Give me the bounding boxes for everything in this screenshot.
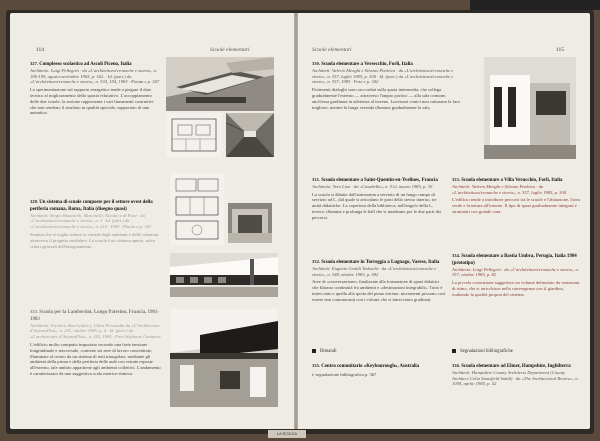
entry-meta: Architetti: Eugenio Gentili Tedeschi · da «L'architettura/cronache e storia», n. 348, ottobre 1983, p. 582 xyxy=(312,265,437,277)
entry-body: La piccola costruzione suggerisce un volume delimitato da variazioni di ritmo, che si arricchisce nella convergenza con il giardino, esaltando la qualità propria del sistema. xyxy=(452,280,580,297)
entry-number: 327. xyxy=(30,61,39,66)
section-label: Segnalazioni bibliografiche xyxy=(460,349,513,355)
entry-body: ▹ segnalazione bibliografica p. 367 xyxy=(312,371,377,377)
entry-number: 335. xyxy=(312,363,321,368)
section-bullet-icon xyxy=(452,349,456,353)
entry-title: Scuola elementare ad Elmer, Hampshire, Inghilterra xyxy=(461,364,571,369)
entry-number: 328. xyxy=(30,199,39,204)
entry-title: Scuola elementare in Torreggia a Lugnago, Varese, Italia xyxy=(321,260,440,265)
photo-school-interior xyxy=(170,309,278,407)
entry-number: 330. xyxy=(312,61,321,66)
entry-336 xyxy=(452,363,582,387)
entry-title: Centro comunitario «Keybourough», Australia xyxy=(321,364,420,369)
entry-meta: Architetti: Hampshire County Architects Department (County Architect Colin Stansfield Smith) · da «The Architectural Review», n. 1058, aprile 1985, p. 42 xyxy=(452,369,579,387)
entry-body: L'edificio tende a introdurre percorsi tra le scuole e l'abitazione, l'area verde e la natura all'intorno. Il tipo di spazi gradualmente integrati e strutturati con grande cura. xyxy=(452,197,581,214)
entry-number: 333. xyxy=(30,309,39,314)
right-page xyxy=(298,13,590,429)
entry-number: 334. xyxy=(452,253,461,258)
left-page-number: 114 xyxy=(36,47,45,53)
photo-interior-corridor xyxy=(226,113,274,157)
entry-327 xyxy=(30,61,160,116)
photo-school-facade xyxy=(170,253,278,297)
entry-meta: Architetti: Sergio Bussarelli, Marcinelli, Nicolai e di Pace · da «L'architettura/cronache e storia», n. 1 · Id. (part.) da «L'architettura/cronache e storia», n. 214 · 1985 · Pianta a p. 347 xyxy=(30,212,152,230)
entry-number: 333. xyxy=(452,177,461,182)
entry-333-left xyxy=(30,309,162,377)
section-label: Rimandi xyxy=(320,349,337,355)
entry-title: Scuola elementare a Saint-Quentin-en-Yvelines, Francia xyxy=(321,178,438,183)
entry-335 xyxy=(312,363,446,378)
entry-meta: Architetti: Valerio Meoghi e Silvano Paolessi · da «L'architettura/cronache e storia», n. 357, luglio 1985, p. 304 · Id. (part.) da «L'architettura/cronache e storia», n. 357, 1985 · Foto e p. 342 xyxy=(312,67,454,85)
entry-title: Scuola elementare a Versecchio, Forlì, Italia xyxy=(321,62,413,67)
entry-title: Un sistema di scuole composte per il settore ovest della periferia romana, Roma, Italia (disegno quasi) xyxy=(30,200,153,212)
entry-number: 332. xyxy=(312,259,321,264)
entry-body: Sembra che si voglia ridurre la varietà degli ambienti e delle relazioni attraverso il progetto modulare. La scuola è un sistema aperto, salvo criteri generali dell'insegnamento. xyxy=(30,231,159,249)
left-page xyxy=(10,13,294,429)
plan-drawing-1 xyxy=(166,113,222,157)
entry-332 xyxy=(312,259,446,303)
entry-330 xyxy=(312,61,462,110)
entry-meta: Architetti: Valerio Meoghi e Silvano Paolessi · da «L'architettura/cronache e storia», n. 357, luglio 1985, p. 304 xyxy=(452,183,567,195)
entry-title: Complesso scolastico ad Ascoli Piceno, Italia xyxy=(39,62,132,67)
entry-number: 331. xyxy=(312,177,321,182)
entry-333-right xyxy=(452,177,582,215)
entry-title: Scuola elementare a Bastia Umbra, Perugia, Italia 1984 (prototipo) xyxy=(452,254,577,266)
open-book xyxy=(6,10,594,434)
entry-body: Pavimenti dialoghi sono raccordati sulla quota intermedia, che collega gradualmente l'esterno — attraverso l'ampio portico — alla sala comune, anch'essa gradinata in aderenza al terreno. Lucernari conici non catturano la luce migliore, mentre la lunga veranda illumina gradualmente la sala. xyxy=(312,87,461,110)
entry-body: La scuola si dibatte dall'autonomia a servizio di un lungo campo di servizio ad L, dal quale si articolano le parti dello stesso interno, tre unità didattiche. La copertura della biblioteca, nell'angolo della L, invece, illumina e prolunga le hall che si innalzano per le due parti dei percorsi. xyxy=(312,191,442,220)
entry-body: L'edificio molto compatto impostato secondo una forte tensione longitudinale e trasversale, contiene sei aree di lavoro concentrate, illuminate al centro da un sistema di tetti triangolari, mediante gli ambienti della prima e della periferia delle aule con vetrate esposte all'esterno, tale ambito appartiene agli ambienti collettivi. L'andamento è caratterizzato da una suggestiva scala metrico-ritmica. xyxy=(30,341,161,376)
section-rimandi xyxy=(312,349,337,354)
desk-corner xyxy=(470,0,600,10)
entry-meta: Architetto: Frederic Borel (attiv.), Gilles Perraudin da «L'Architecture d'Aujourd'hui», n. 241, ottobre 1985, p. 4 · Id. (part.) da «L'architecture d'Aujourd'hui», n. 241, 1985 · Foto Stéphane Couturier xyxy=(30,322,162,340)
entry-meta: Architetto: Luigi Pellegrin · da «L'architettura/cronache e storia», n. 196-199, agosto-settembre 1965, p. 362. · Id. (part.) da «L'architettura/cronache e storia», n. 334, 194, 1985 · Pianta e p. 347 xyxy=(30,67,160,85)
plan-drawing-2 xyxy=(170,173,224,245)
right-page-number: 115 xyxy=(556,47,565,53)
entry-331 xyxy=(312,177,446,221)
section-bullet-icon xyxy=(312,349,316,353)
entry-body: Aree di «conversazione» finalizzate alla formazione di spazi didattici che filtrano continuità fra ambienti e «destinazioni integrabili». Tutto è intrecciato e quella alla quota del piano terreno: incrementi possono così essere non comunicanti con i volumi che si intrecciano gradinati. xyxy=(312,279,446,302)
entry-number: 336. xyxy=(452,363,461,368)
entry-body: La sperimentazione sul rapporto energetico tende a piegare il dato tecnico al miglioramento dello spazio educativo. L'accoppiamento delle due scuole, la sezione rappresenta i vari lineamenti costruttivi che non rendono il risultato in qualità speciale, supportato di una autentica. xyxy=(30,87,154,116)
photo-versecchio-school xyxy=(484,57,576,159)
entry-meta: Architetto: Yves Lion · da «Casabella», n. 512, marzo 1985, p. 30 xyxy=(312,183,433,189)
left-running-header: Scuole elementari xyxy=(210,47,250,53)
entry-title: Scuola elementare a Villa Verucchio, Forlì, Italia xyxy=(461,178,563,183)
section-segnalazioni xyxy=(452,349,513,354)
entry-328 xyxy=(30,199,162,249)
photo-aerial-complex xyxy=(166,57,274,111)
entry-title: Scuola per la Lambertini, Longo Paterino, Francia, 1981-1983 xyxy=(30,310,159,322)
right-running-header: Scuole elementari xyxy=(312,47,352,53)
bottom-label: LA ROCCA xyxy=(268,430,306,438)
entry-334 xyxy=(452,253,582,298)
photo-courtyard xyxy=(228,203,272,243)
entry-meta: Architetto: Luigi Pellegrin · da «L'architettura/cronache e storia», n. 357, ottobre 1985, p. 82 xyxy=(452,266,579,278)
